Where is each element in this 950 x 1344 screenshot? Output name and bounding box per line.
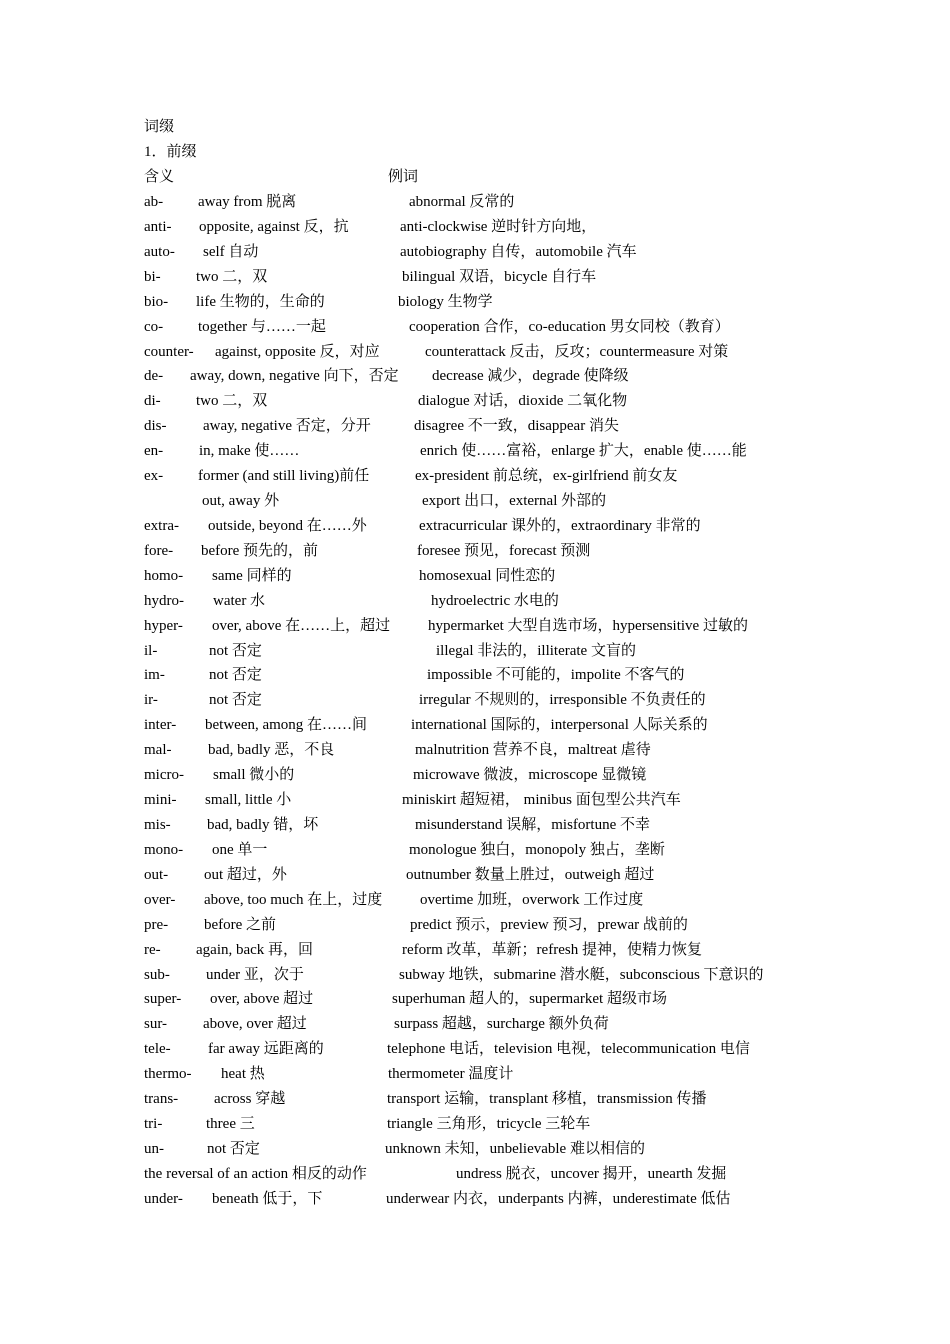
prefix-term: mis- (144, 817, 171, 833)
prefix-term: co- (144, 318, 164, 335)
prefix-examples: disagree 不一致，disappear 消失 (414, 418, 619, 435)
prefix-examples: hydroelectric 水电的 (431, 592, 559, 609)
prefix-term: anti- (144, 218, 172, 235)
prefix-term: tri- (144, 1116, 163, 1133)
prefix-term: inter- (144, 717, 177, 734)
prefix-examples: irregular 不规则的，irresponsible 不负责任的 (419, 692, 706, 709)
prefix-meaning: not 否定 (209, 692, 262, 709)
prefix-examples: international 国际的，interpersonal 人际关系的 (411, 717, 708, 734)
prefix-term: ab- (144, 194, 164, 210)
prefix-meaning: former (and still living)前任 (198, 468, 370, 485)
prefix-meaning: out 超过，外 (204, 866, 287, 883)
prefix-meaning: one 单一 (212, 841, 268, 858)
prefix-term: en- (144, 443, 164, 460)
prefix-examples: anti-clockwise 逆时针方向地， (400, 218, 597, 235)
prefix-term: mono- (144, 841, 184, 858)
prefix-term: ex- (144, 468, 164, 485)
prefix-term: im- (144, 667, 165, 684)
prefix-term: re- (144, 941, 161, 958)
prefix-examples: subway 地铁，submarine 潜水艇，subconscious 下意识的 (399, 966, 764, 983)
prefix-examples: bilingual 双语，bicycle 自行车 (402, 268, 597, 285)
prefix-examples: superhuman 超人的，supermarket 超级市场 (392, 991, 667, 1008)
prefix-meaning: in, make 使…… (199, 443, 300, 460)
prefix-meaning: bad, badly 恶，不良 (208, 742, 335, 759)
prefix-term: di- (144, 393, 161, 410)
prefix-examples: reform 改革，革新；refresh 提神，使精力恢复 (402, 941, 702, 958)
prefix-examples: dialogue 对话，dioxide 二氧化物 (418, 393, 628, 410)
prefix-meaning: out, away 外 (202, 493, 280, 510)
prefix-term: super- (144, 991, 182, 1008)
prefix-term: un- (144, 1140, 164, 1157)
prefix-examples: illegal 非法的，illiterate 文盲的 (436, 642, 636, 659)
prefix-meaning: before 之前 (204, 916, 277, 933)
prefix-term: de- (144, 368, 164, 385)
prefix-meaning: heat 热 (221, 1066, 265, 1083)
prefix-meaning: beneath 低于，下 (212, 1190, 323, 1207)
prefix-term: bio- (144, 293, 169, 310)
prefix-examples: malnutrition 营养不良，maltreat 虐待 (415, 742, 651, 759)
prefix-examples: extracurricular 课外的，extraordinary 非常的 (419, 517, 701, 534)
prefix-examples: transport 运输，transplant 移植，transmission 传播 (387, 1091, 707, 1108)
prefix-term: sub- (144, 966, 170, 983)
prefix-term: out- (144, 866, 169, 883)
prefix-examples: outnumber 数量上胜过，outweigh 超过 (406, 866, 655, 883)
prefix-meaning: not 否定 (207, 1140, 260, 1157)
prefix-meaning: same 同样的 (212, 567, 292, 584)
prefix-meaning: three 三 (206, 1116, 255, 1133)
prefix-term: il- (144, 642, 158, 659)
prefix-examples: unknown 未知，unbelievable 难以相信的 (385, 1140, 645, 1157)
prefix-meaning: outside, beyond 在……外 (208, 517, 367, 534)
prefix-term: auto- (144, 243, 175, 260)
prefix-meaning: across 穿越 (214, 1091, 286, 1108)
prefix-term: counter- (144, 343, 194, 360)
prefix-term: ir- (144, 692, 158, 709)
prefix-meaning: against, opposite 反，对应 (215, 343, 380, 360)
prefix-term: homo- (144, 567, 184, 584)
prefix-term: hydro- (144, 592, 184, 609)
prefix-examples: counterattack 反击，反攻；countermeasure 对策 (425, 343, 729, 360)
prefix-meaning: small, little 小 (205, 792, 292, 809)
prefix-term: micro- (144, 767, 184, 784)
prefix-examples: predict 预示，preview 预习，prewar 战前的 (410, 916, 688, 933)
prefix-meaning: two 二，双 (196, 268, 268, 285)
prefix-meaning: water 水 (213, 592, 266, 609)
prefix-term: bi- (144, 268, 161, 285)
prefix-meaning: away, down, negative 向下，否定 (190, 368, 399, 385)
prefix-term: tele- (144, 1041, 171, 1058)
prefix-term: mal- (144, 742, 172, 759)
prefix-examples: ex-president 前总统，ex-girlfriend 前女友 (415, 468, 678, 485)
prefix-meaning: not 否定 (209, 642, 262, 659)
prefix-term: over- (144, 891, 176, 908)
prefix-examples: cooperation 合作，co-education 男女同校（教育） (409, 318, 730, 335)
prefix-term: thermo- (144, 1066, 192, 1083)
prefix-examples: microwave 微波，microscope 显微镜 (413, 767, 647, 784)
prefix-term: trans- (144, 1091, 179, 1108)
doc-title: 词缀 (144, 119, 175, 135)
prefix-meaning: before 预先的，前 (201, 542, 319, 559)
prefix-meaning: life 生物的，生命的 (196, 293, 325, 310)
prefix-examples: telephone 电话，television 电视，telecommunication 电信 (387, 1041, 750, 1058)
prefix-meaning: bad, badly 错，坏 (207, 817, 319, 833)
prefix-term: the reversal of an action 相反的动作 (144, 1165, 367, 1182)
prefix-meaning: over, above 在……上，超过 (212, 617, 391, 634)
prefix-examples: biology 生物学 (398, 293, 493, 310)
prefix-term: sur- (144, 1016, 168, 1033)
prefix-examples: miniskirt 超短裙， minibus 面包型公共汽车 (402, 792, 681, 809)
prefix-examples: triangle 三角形，tricycle 三轮车 (387, 1116, 591, 1133)
prefix-examples: monologue 独白，monopoly 独占，垄断 (409, 841, 665, 858)
prefix-meaning: under 亚，次于 (206, 966, 304, 983)
prefix-meaning: away, negative 否定，分开 (203, 418, 371, 435)
prefix-examples: surpass 超越，surcharge 额外负荷 (394, 1016, 609, 1033)
prefix-meaning: not 否定 (209, 667, 262, 684)
prefix-term: dis- (144, 418, 167, 435)
prefix-examples: export 出口，external 外部的 (422, 493, 607, 510)
prefix-examples: underwear 内衣，underpants 内裤，underestimate 低估 (386, 1190, 731, 1207)
prefix-meaning: above, too much 在上，过度 (204, 891, 383, 908)
prefix-meaning: two 二，双 (196, 393, 268, 410)
prefix-examples: autobiography 自传，automobile 汽车 (400, 243, 637, 260)
prefix-examples: overtime 加班，overwork 工作过度 (420, 891, 644, 908)
prefix-meaning: far away 远距离的 (208, 1041, 324, 1058)
prefix-term: hyper- (144, 617, 183, 634)
prefix-term: mini- (144, 792, 177, 809)
prefix-examples: hypermarket 大型自选市场，hypersensitive 过敏的 (428, 617, 748, 634)
prefix-meaning: again, back 再，回 (196, 941, 314, 958)
prefix-examples: homosexual 同性恋的 (419, 567, 556, 584)
prefix-meaning: small 微小的 (213, 767, 295, 784)
prefix-examples: decrease 减少，degrade 使降级 (432, 368, 629, 385)
prefix-examples: undress 脱衣，uncover 揭开，unearth 发掘 (456, 1165, 727, 1182)
prefix-term: pre- (144, 916, 169, 933)
prefix-examples: impossible 不可能的，impolite 不客气的 (427, 667, 685, 684)
prefix-meaning: above, over 超过 (203, 1016, 307, 1033)
prefix-examples: thermometer 温度计 (388, 1066, 514, 1083)
prefix-meaning: over, above 超过 (210, 991, 314, 1008)
prefix-term: extra- (144, 517, 179, 534)
prefix-meaning: together 与……一起 (198, 318, 326, 335)
prefix-meaning: away from 脱离 (198, 194, 297, 210)
section-heading: 1．前缀 (144, 144, 197, 160)
prefix-meaning: opposite, against 反，抗 (199, 218, 349, 235)
column-header-meaning: 含义 (144, 169, 175, 185)
prefix-examples: abnormal 反常的 (409, 194, 515, 210)
prefix-term: under- (144, 1190, 183, 1207)
column-header-example: 例词 (388, 169, 419, 185)
prefix-examples: enrich 使……富裕，enlarge 扩大，enable 使……能 (420, 443, 747, 460)
prefix-meaning: self 自动 (203, 243, 259, 260)
prefix-meaning: between, among 在……间 (205, 717, 368, 734)
prefix-examples: misunderstand 误解，misfortune 不幸 (415, 817, 650, 833)
prefix-examples: foresee 预见，forecast 预测 (417, 542, 591, 559)
prefix-term: fore- (144, 542, 174, 559)
